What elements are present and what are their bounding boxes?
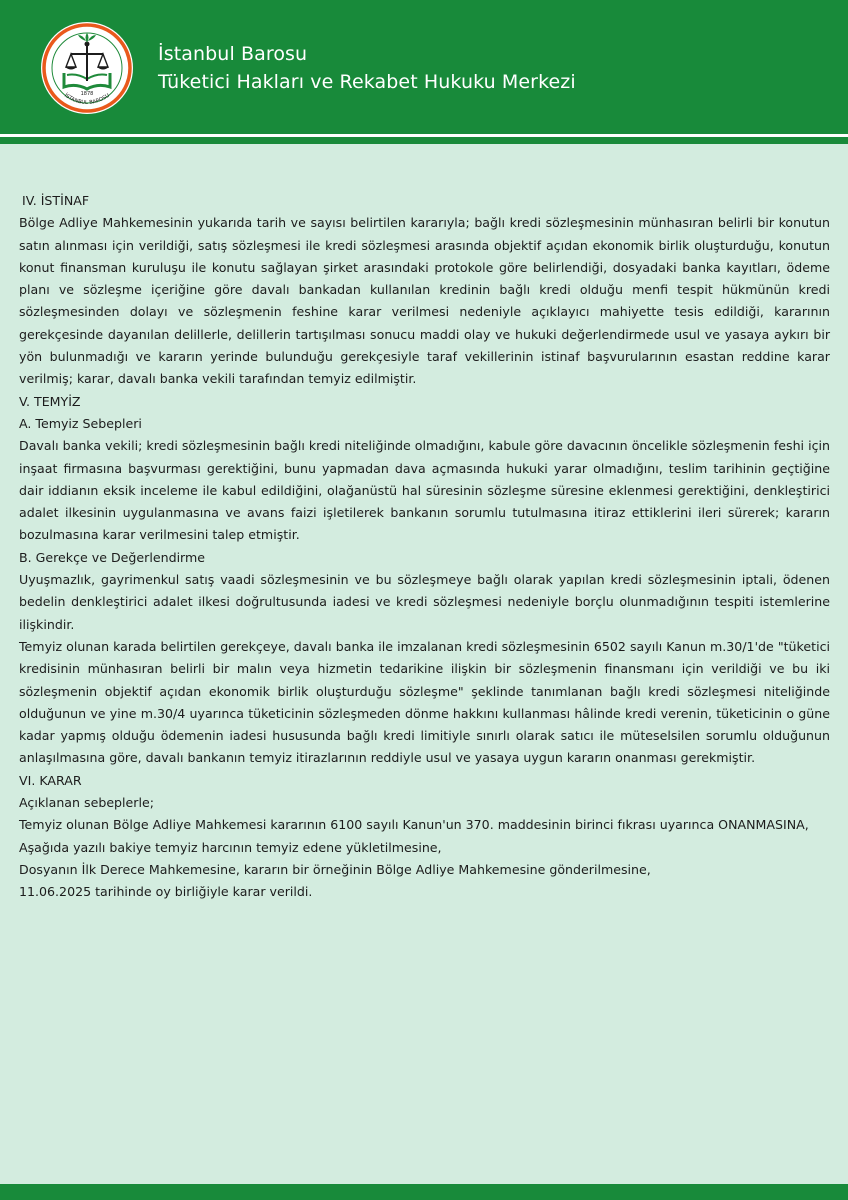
section-heading-temyiz: V. TEMYİZ: [19, 393, 81, 409]
gerekce-paragraph-1: Uyuşmazlık, gayrimenkul satış vaadi sözleşmesinin ve bu sözleşmeye bağlı olarak yapılan kredi sözleşmesinin iptali, ödenen bedelin denkleştirici adalet ilkesi doğrultusunda iadesi ve kredi sözleşmesi nedeniyle borçlu olunmadığının tespiti istemlerine ilişkindir.: [19, 572, 830, 632]
istinaf-paragraph: Bölge Adliye Mahkemesinin yukarıda tarih ve sayısı belirtilen kararıyla; bağlı kredi sözleşmesinin münhasıran belirli bir konutun satın alınması için verildiği, satış sözleşmesi ile kredi sözleşmesi arasında objektif açıdan ekonomik birlik oluşturduğu, konutun konut finansman kuruluşu ile konutu sağlayan şirket arasındaki protokole göre belirlendiği, dosyadaki banka kayıtları, ödeme planı ve sözleşme içeriğine göre davalı bankadan kullanılan kredinin bağlı kredi olduğu menfi tespit hükmünün kredi sözleşmesinden dolayı ve sözleşmenin feshine karar verilmesi nedeniyle açıklayıcı mahiyette tesis edildiği, kararının gerekçesinde dayanılan delillerle, delillerin tartışılması sonucu maddi olay ve hukuki değerlendirmede usul ve yasaya aykırı bir yön bulunmadığı ve kararın yerinde bulunduğu gerekçesiyle taraf vekillerinin istinaf başvurularının esastan reddine karar verilmiş; karar, davalı banka vekili tarafından temyiz edilmiştir.: [19, 215, 830, 387]
gerekce-paragraph-2: Temyiz olunan karada belirtilen gerekçeye, davalı banka ile imzalanan kredi sözleşmesinin 6502 sayılı Kanun m.30/1'de "tüketici kredisinin münhasıran belirli bir malın veya hizmetin tedarikine ilişkin bir sözleşmenin finansmanı için verildiği ve bu iki sözleşmenin objektif açıdan ekonomik birlik oluşturduğu sözleşme" şeklinde tanımlanan bağlı kredi sözleşmesi niteliğinde olduğunun ve yine m.30/4 uyarınca tüketicinin sözleşmeden dönme hakkını kullanması hâlinde kredi verenin, tüketicinin o güne kadar yapmış olduğu ödemenin iadesi hususunda bağlı kredi limitiyle sınırlı olarak satıcı ile müteselsilen sorumlu olduğunun anlaşılmasına göre, davalı bankanın temyiz itirazlarının reddiyle usul ve yasaya uygun kararın onanması gerekmiştir.: [19, 638, 830, 766]
header-divider-green: [0, 137, 848, 144]
karar-line: 11.06.2025 tarihinde oy birliğiyle karar verildi.: [19, 884, 313, 900]
subheading-gerekce: B. Gerekçe ve Değerlendirme: [19, 549, 206, 565]
logo-year: 1878: [80, 91, 94, 97]
org-subtitle: Tüketici Hakları ve Rekabet Hukuku Merkezi: [158, 71, 576, 93]
karar-line: Temyiz olunan Bölge Adliye Mahkemesi kararının 6100 sayılı Kanun'un 370. maddesinin birinci fıkrası uyarınca ONANMASINA,: [19, 817, 809, 833]
karar-line: Açıklanan sebeplerle;: [19, 795, 154, 811]
footer-bar: [0, 1184, 848, 1200]
org-name: İstanbul Barosu: [158, 43, 308, 65]
scales-of-justice-logo: [40, 21, 134, 115]
karar-line: Dosyanın İlk Derece Mahkemesine, kararın bir örneğinin Bölge Adliye Mahkemesine gönderilmesine,: [19, 861, 651, 877]
section-heading-karar: VI. KARAR: [19, 772, 82, 788]
section-heading-istinaf: IV. İSTİNAF: [22, 193, 90, 208]
subheading-temyiz-sebepleri: A. Temyiz Sebepleri: [19, 415, 142, 431]
karar-line: Aşağıda yazılı bakiye temyiz harcının temyiz edene yükletilmesine,: [19, 839, 442, 855]
document-body: [19, 190, 830, 904]
svg-text:İSTANBUL BAROSU: İSTANBUL BAROSU: [63, 92, 111, 107]
temyiz-sebepleri-paragraph: Davalı banka vekili; kredi sözleşmesinin bağlı kredi niteliğinde olmadığını, kabule göre davacının öncelikle sözleşmenin feshi için inşaat firmasına başvurması gerektiğini, bunu yapmadan dava açmasında hukuki yarar olmadığını, teslim tarihinin geçtiğine dair iddianın eksik inceleme ile kabul edildiğini, olağanüstü hal süresinin sözleşme süresine eklenmesi gerektiğini, denkleştirici adalet ilkesinin uygulanmasına ve avans faizi işletilerek bankanın sorumlu tutulmasına itiraz ettiklerini ileri sürerek; kararın bozulmasına karar verilmesini talep etmiştir.: [19, 438, 830, 543]
